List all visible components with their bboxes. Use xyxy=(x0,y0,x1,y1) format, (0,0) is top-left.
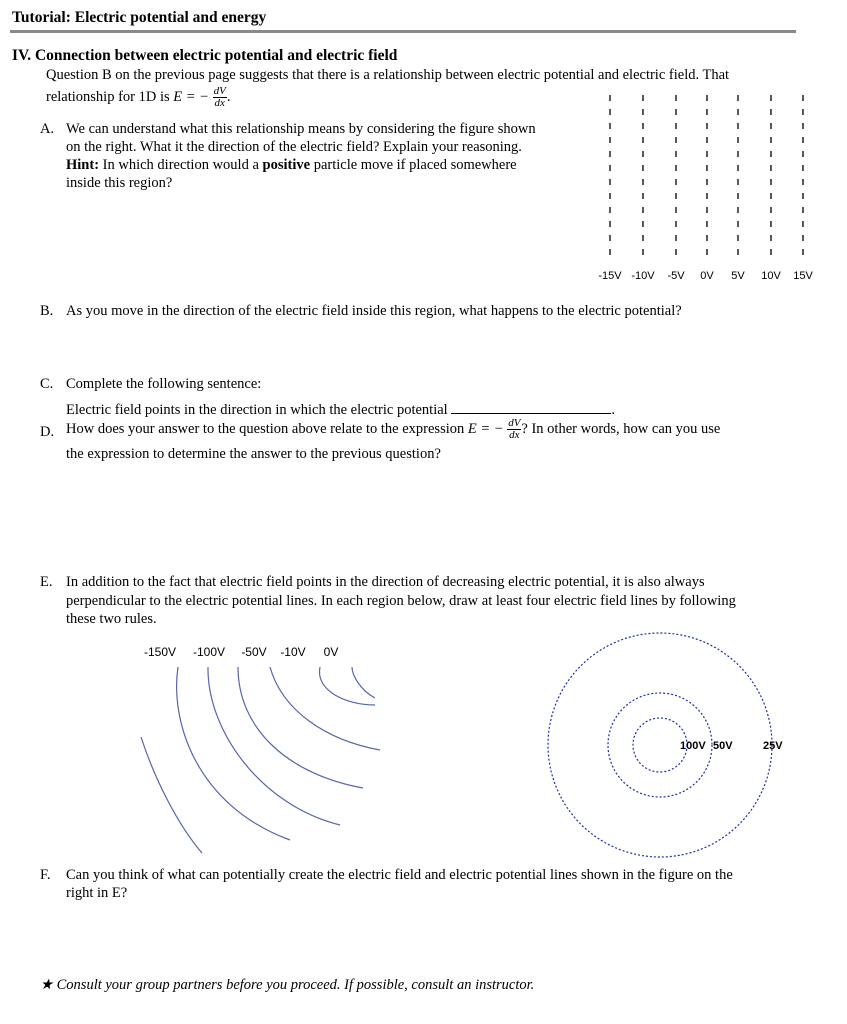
hint-bold: positive xyxy=(262,157,311,173)
formula-denominator: dx xyxy=(214,97,225,109)
question-f-letter: F. xyxy=(40,867,51,883)
arc-potential-label: -50V xyxy=(241,645,267,659)
arc-line xyxy=(238,667,363,788)
intro-line-2 xyxy=(46,86,230,109)
question-d-denominator: dx xyxy=(509,429,520,441)
question-d-formula-lhs: E = − xyxy=(467,420,504,437)
question-d-prefix: How does your answer to the question above relate to the expression xyxy=(66,420,468,437)
formula-numerator: dV xyxy=(213,85,226,97)
question-d-numerator: dV xyxy=(508,417,521,429)
question-b-text: As you move in the direction of the electric field inside this region, what happens to the electric potential? xyxy=(66,303,682,319)
question-c-letter: C. xyxy=(40,376,54,392)
potential-label: -10V xyxy=(631,270,655,282)
question-e-letter: E. xyxy=(40,574,53,590)
formula-lhs: E = − xyxy=(173,88,209,105)
arc-potential-label: 0V xyxy=(323,645,339,659)
hint-text-2: particle move if placed somewhere xyxy=(310,157,517,173)
star-icon: ★ xyxy=(40,977,53,993)
question-f-line-1: Can you think of what can potentially create the electric field and electric potential lines shown in the figure on the xyxy=(66,867,733,883)
question-d-line-1 xyxy=(66,418,720,441)
question-d-line-2: the expression to determine the answer to the previous question? xyxy=(66,446,441,462)
question-a-line-1: We can understand what this relationship means by considering the figure shown xyxy=(66,121,536,137)
question-f-line-2: right in E? xyxy=(66,885,128,901)
section-heading: IV. Connection between electric potential and electric field xyxy=(12,47,398,64)
arc-line xyxy=(270,667,380,750)
arc-line xyxy=(208,667,340,825)
equipotential-circle xyxy=(633,718,687,772)
question-a-line-4: inside this region? xyxy=(66,175,173,191)
potential-label: -15V xyxy=(598,270,622,282)
question-c-line-2 xyxy=(66,401,615,419)
circle-potential-label: 25V xyxy=(763,740,783,752)
question-a-letter: A. xyxy=(40,121,55,137)
potential-label: 0V xyxy=(700,270,714,282)
question-d-letter: D. xyxy=(40,424,55,440)
figure-concentric-circles xyxy=(540,628,783,864)
title-divider xyxy=(10,30,796,33)
arc-line xyxy=(177,667,290,840)
answer-blank[interactable] xyxy=(451,401,611,414)
hint-label: Hint: xyxy=(66,157,100,173)
arc-line xyxy=(352,667,375,698)
question-e-line-3: these two rules. xyxy=(66,611,157,627)
formula-end: . xyxy=(226,88,231,105)
arc-line xyxy=(319,667,375,705)
question-d-suffix: ? In other words, how can you use xyxy=(521,420,721,437)
question-e-line-2: perpendicular to the electric potential lines. In each region below, draw at least four electric field lines by following xyxy=(66,593,736,609)
potential-label: 5V xyxy=(731,270,745,282)
question-c-period: . xyxy=(611,402,615,418)
question-e-line-1: In addition to the fact that electric field points in the direction of decreasing electric potential, it is also always xyxy=(66,574,705,590)
page-title: Tutorial: Electric potential and energy xyxy=(12,9,267,26)
formula-fraction xyxy=(213,86,227,109)
circle-potential-label: 50V xyxy=(713,740,733,752)
footer-note xyxy=(40,977,534,994)
question-c-line-1: Complete the following sentence: xyxy=(66,376,262,392)
figure-equipotential-lines xyxy=(590,90,820,285)
question-d-fraction xyxy=(507,418,521,441)
intro-line-2-text: relationship for 1D is xyxy=(46,88,174,105)
question-a-line-2: on the right. What it the direction of the electric field? Explain your reasoning. xyxy=(66,139,522,155)
arc-potential-label: -10V xyxy=(280,645,306,659)
potential-label: 10V xyxy=(761,270,781,282)
hint-text-1: In which direction would a xyxy=(99,157,263,173)
question-b-letter: B. xyxy=(40,303,54,319)
arc-potential-label: -150V xyxy=(143,645,177,659)
intro-line-1: Question B on the previous page suggests that there is a relationship between electric potential and electric field. That xyxy=(46,67,730,83)
question-a-hint xyxy=(66,157,517,174)
equipotential-circle xyxy=(548,633,772,857)
question-c-sentence: Electric field points in the direction in which the electric potential xyxy=(66,402,448,418)
footer-text: Consult your group partners before you proceed. If possible, consult an instructor. xyxy=(56,977,535,993)
potential-label: -5V xyxy=(667,270,685,282)
circle-potential-label: 100V xyxy=(680,740,706,752)
arc-potential-label: -100V xyxy=(192,645,226,659)
figure-arc-equipotentials xyxy=(130,640,400,860)
potential-label: 15V xyxy=(793,270,813,282)
